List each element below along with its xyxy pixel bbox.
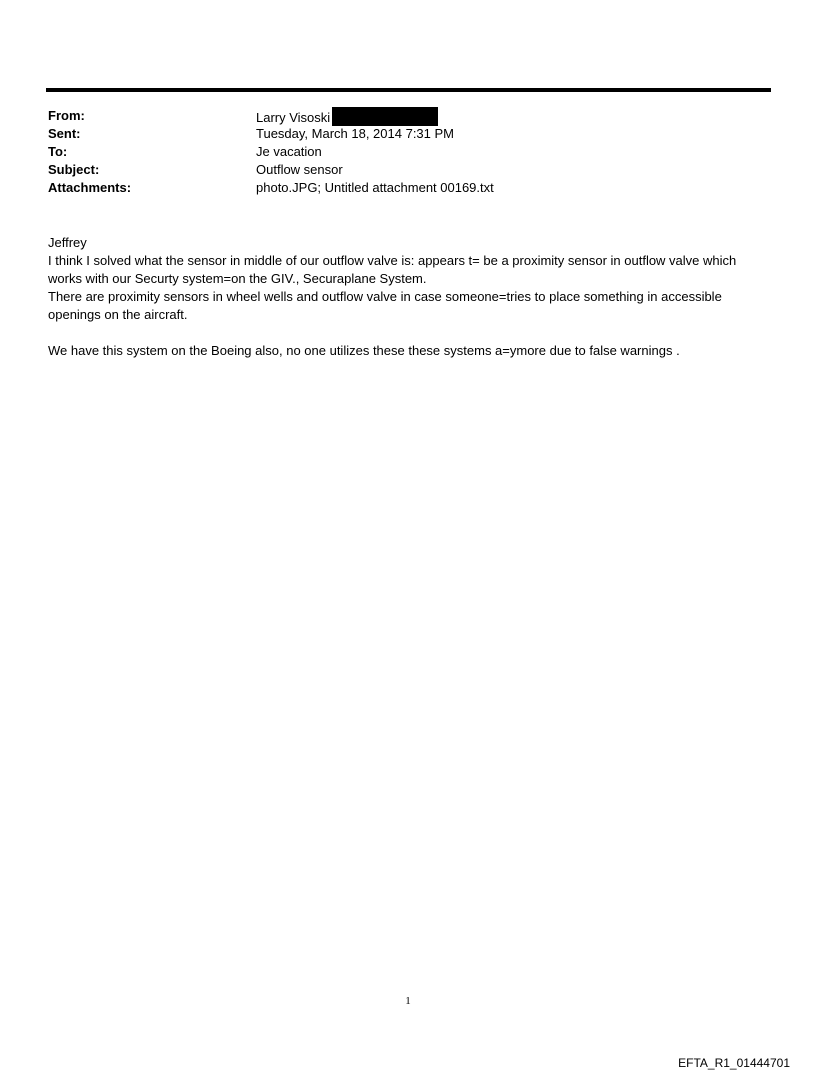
to-value: Je vacation [256, 144, 322, 159]
header-rule [46, 88, 771, 92]
subject-value: Outflow sensor [256, 162, 343, 177]
from-name: Larry Visoski [256, 110, 331, 125]
body-line-5: We have this system on the Boeing also, no one utilizes these these systems a=ymore due to false warnings . [48, 343, 680, 358]
greeting: Jeffrey [48, 235, 87, 250]
from-label: From: [48, 108, 85, 123]
paragraph-gap [48, 324, 778, 342]
subject-label: Subject: [48, 162, 100, 177]
document-id: EFTA_R1_01444701 [678, 1056, 790, 1070]
body-line-4: openings on the aircraft. [48, 307, 188, 322]
redaction-box [332, 107, 438, 126]
page-number: 1 [405, 995, 411, 1007]
attachments-label: Attachments: [48, 180, 132, 195]
body-line-1: I think I solved what the sensor in middle of our outflow valve is: appears t= be a proximity sensor in outflow valve which [48, 253, 737, 268]
to-label: To: [48, 144, 68, 159]
attachments-value: photo.JPG; Untitled attachment 00169.txt [256, 180, 494, 195]
body-line-2: works with our Securty system=on the GIV., Securaplane System. [48, 271, 427, 286]
sent-label: Sent: [48, 126, 81, 141]
sent-value: Tuesday, March 18, 2014 7:31 PM [256, 126, 454, 141]
from-value [256, 107, 438, 127]
body-line-3: There are proximity sensors in wheel wells and outflow valve in case someone=tries to place something in accessible [48, 289, 722, 304]
email-body [48, 234, 778, 360]
